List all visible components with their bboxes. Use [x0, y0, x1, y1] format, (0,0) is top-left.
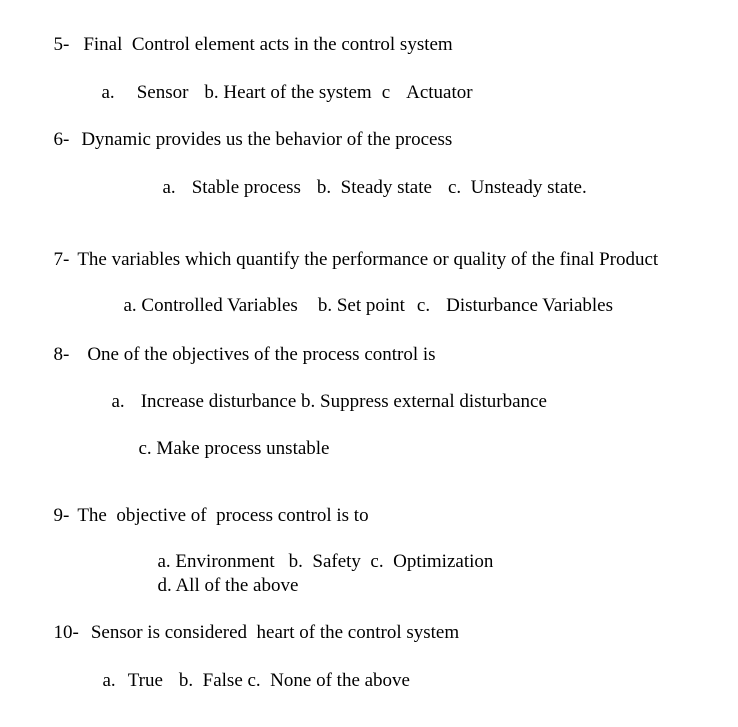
question-stem: The objective of process control is to	[77, 505, 369, 526]
option-b-c: b. Safety c. Optimization	[288, 551, 494, 572]
option-a-label: a.	[101, 82, 115, 103]
question-stem: One of the objectives of the process control is	[87, 344, 436, 365]
option-c-label: c	[381, 82, 391, 103]
option-b: b. Steady state	[316, 177, 432, 198]
option-c-label: c.	[416, 295, 431, 316]
option-a-text: Stable process	[191, 177, 301, 198]
option-c: c. Make process unstable	[138, 438, 330, 459]
option-a: a. Environment	[157, 551, 275, 572]
question-stem: Sensor is considered heart of the control system	[90, 622, 460, 643]
question-7	[44, 227, 658, 271]
question-10	[44, 600, 459, 644]
option-c: c. Unsteady state.	[447, 177, 587, 198]
question-8-options-line-1	[102, 369, 547, 413]
question-7-options	[114, 273, 613, 317]
question-5	[44, 12, 453, 56]
question-6	[44, 107, 452, 151]
question-stem: The variables which quantify the performance or quality of the final Product	[77, 249, 659, 270]
question-number: 8-	[53, 344, 70, 365]
question-8	[44, 322, 436, 366]
question-9-options-line-2	[148, 553, 298, 597]
question-stem: Dynamic provides us the behavior of the process	[81, 129, 453, 150]
option-a-label: a.	[162, 177, 176, 198]
option-c-text: Actuator	[406, 82, 473, 103]
question-6-options	[153, 155, 587, 199]
option-c-text: Disturbance Variables	[446, 295, 613, 316]
option-b-c: b. False c. None of the above	[178, 670, 410, 691]
question-number: 7-	[53, 249, 70, 270]
option-d: d. All of the above	[157, 575, 299, 596]
question-number: 10-	[53, 622, 79, 643]
option-b: b. Set point	[317, 295, 405, 316]
option-a-label: a.	[111, 391, 125, 412]
option-a-label: a.	[102, 670, 116, 691]
question-10-options	[93, 648, 410, 692]
option-a: a. Controlled Variables	[123, 295, 298, 316]
question-number: 9-	[53, 505, 70, 526]
question-5-options	[92, 60, 473, 104]
option-a-text: Sensor	[136, 82, 189, 103]
question-number: 5-	[53, 34, 70, 55]
question-9	[44, 483, 369, 527]
question-8-options-line-2	[129, 416, 330, 460]
option-a-text: True	[127, 670, 163, 691]
question-number: 6-	[53, 129, 70, 150]
question-stem: Final Control element acts in the control system	[83, 34, 453, 55]
option-a-b-text: Increase disturbance b. Suppress external disturbance	[140, 391, 547, 412]
option-b: b. Heart of the system	[204, 82, 372, 103]
